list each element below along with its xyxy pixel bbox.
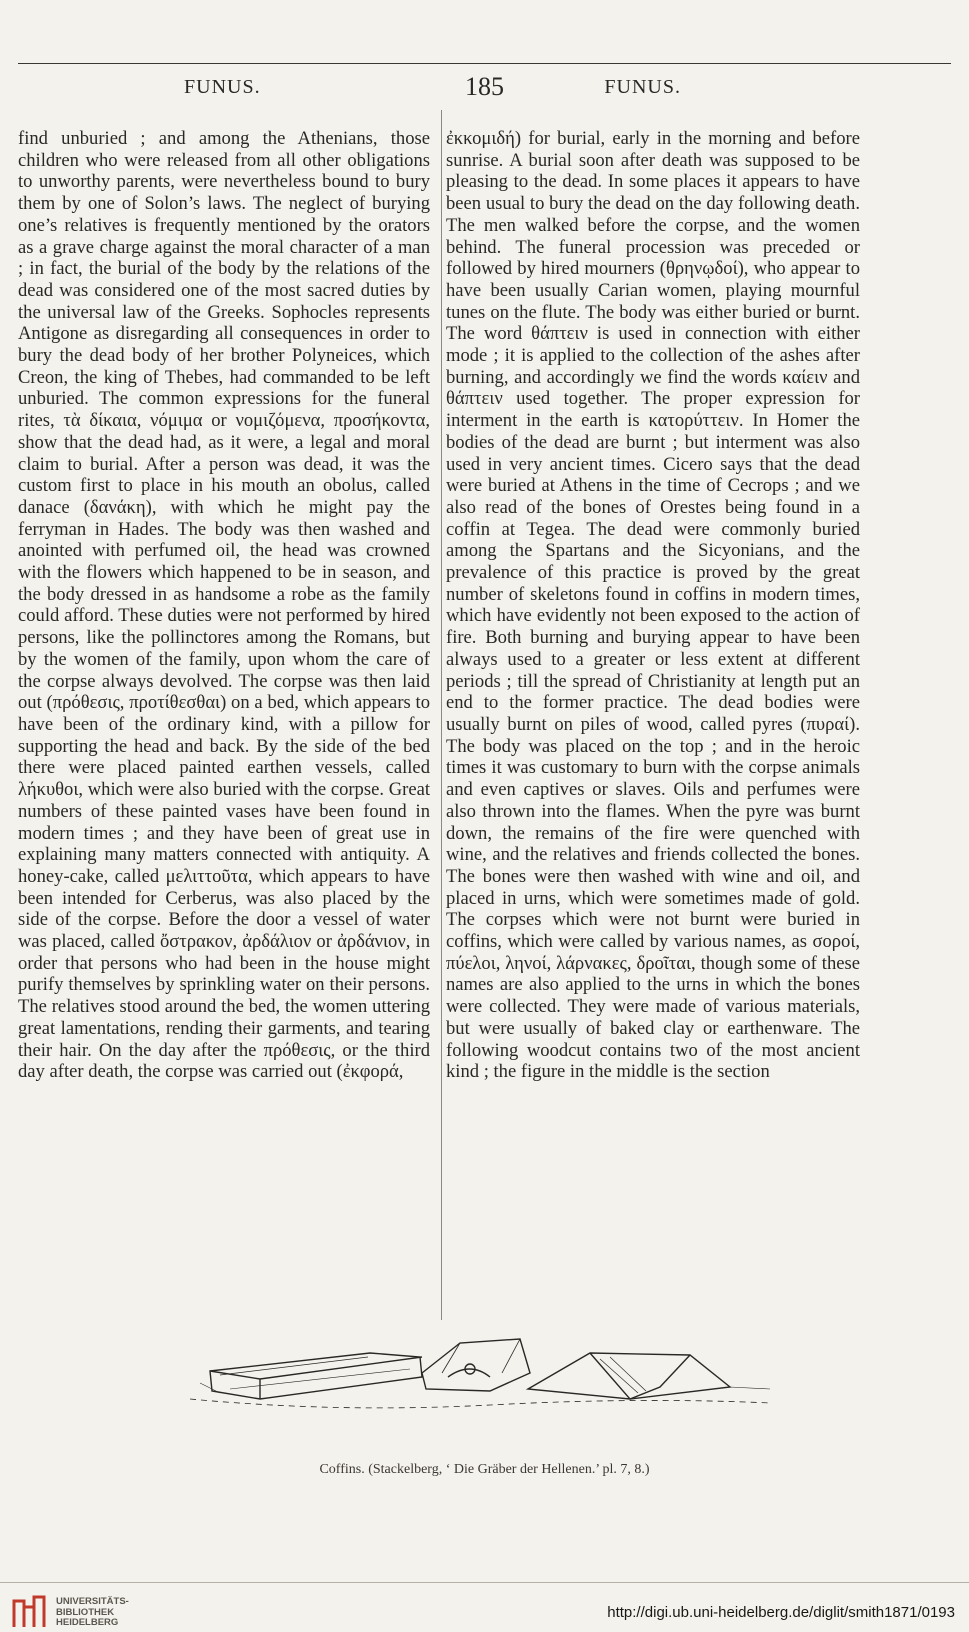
library-name-line: HEIDELBERG bbox=[56, 1617, 119, 1628]
left-column bbox=[18, 128, 430, 1083]
figure-caption: Coffins. (Stackelberg, ‘ Die Gräber der Hellenen.’ pl. 7, 8.) bbox=[319, 1462, 650, 1477]
column-divider bbox=[441, 110, 442, 1320]
running-head-right: FUNUS. bbox=[604, 76, 681, 98]
running-head bbox=[18, 72, 951, 102]
source-url-link[interactable]: http://digi.ub.uni-heidelberg.de/diglit/smith1871/0193 bbox=[607, 1604, 955, 1621]
right-column bbox=[446, 128, 860, 1083]
top-rule bbox=[18, 63, 951, 64]
library-logo-icon bbox=[10, 1593, 48, 1631]
footer bbox=[0, 1582, 969, 1632]
library-name-line: UNIVERSITÄTS- bbox=[56, 1596, 129, 1607]
left-column-text: find unburied ; and among the Athenians, those children who were released from all other obligations to unworthy parents, were nevertheless bound to bury them by one of Solon’s laws. The neglect of burying one’s relatives is frequently mentioned by the orators as a grave charge against the moral character of a man ; in fact, the burial of the body by the relations of the dead was considered one of the most sacred duties by the universal law of the Greeks. Sophocles represents Antigone as disregarding all consequences in order to bury the dead body of her brother Polyneices, which Creon, the king of Thebes, had commanded to be left unburied. The common expressions for the funeral rites, τὰ δίκαια, νόμιμα or νομιζόμενα, προσήκοντα, show that the dead had, as it were, a legal and moral claim to burial. After a person was dead, it was the custom first to place in his mouth an obolus, called danace (δανάκη), with which he might pay the ferryman in Hades. The body was then washed and anointed with perfumed oil, the head was crowned with the flowers which happened to be in season, and the body dressed in as handsome a robe as the family could afford. These duties were not performed by hired persons, like the pollinctores among the Romans, but by the women of the family, upon whom the care of the corpse always devolved. The corpse was then laid out (πρόθεσις, προτίθεσθαι) on a bed, which appears to have been of the ordinary kind, with a pillow for supporting the head and back. By the side of the bed there were placed painted earthen vessels, called λήκυθοι, which were also buried with the corpse. Great numbers of these painted vases have been found in modern times ; and they have been of great use in explaining many matters connected with antiquity. A honey-cake, called μελιττοῦτα, which appears to have been intended for Cerberus, was also placed by the side of the corpse. Before the door a vessel of water was placed, called ὄστρακον, ἀρδάλιον or ἀρδάνιον, in order that persons who had been in the house might purify themselves by sprinkling water on their persons. The relatives stood around the bed, the women uttering great lamentations, rending their garments, and tearing their hair. On the day after the πρόθεσις, or the third day after death, the corpse was carried out (ἐκφορά, bbox=[18, 128, 430, 1083]
right-column-text: ἐκκομιδή) for burial, early in the morning and before sunrise. A burial soon after death was supposed to be pleasing to the dead. In some places it appears to have been usual to bury the dead on the day following death. The men walked before the corpse, and the women behind. The funeral procession was preceded or followed by hired mourners (θρηνῳδοί), who appear to have been usually Carian women, playing mournful tunes on the flute. The body was either buried or burnt. The word θάπτειν is used in connection with either mode ; it is applied to the collection of the ashes after burning, and accordingly we find the words καίειν and θάπτειν used together. The proper expression for interment in the earth is κατορύττειν. In Homer the bodies of the dead are burnt ; but interment was also used in very ancient times. Cicero says that the dead were buried at Athens in the time of Cecrops ; and we also read of the bones of Orestes being found in a coffin at Tegea. The dead were commonly buried among the Spartans and the Sicyonians, and the prevalence of this practice is proved by the great number of skeletons found in coffins in modern times, which have evidently not been exposed to the action of fire. Both burning and burying appear to have been always used to a greater or less extent at different periods ; till the spread of Christianity at length put an end to the former practice. The dead bodies were usually burnt on piles of wood, called pyres (πυραί). The body was placed on the top ; and in the heroic times it was customary to burn with the corpse animals and even captives or slaves. Oils and perfumes were also thrown into the flames. When the pyre was burnt down, the remains of the fire were quenched with wine, and the relatives and friends collected the bones. The bones were then washed with wine and oil, and placed in urns, which were sometimes made of gold. The corpses which were not burnt were buried in coffins, which were called by various names, as σοροί, πύελοι, ληνοί, λάρνακες, δροῖται, though some of these names are also applied to the urns in which the bones were collected. They were made of various materials, but were usually of baked clay or earthenware. The following woodcut contains two of the most ancient kind ; the figure in the middle is the section bbox=[446, 128, 860, 1083]
library-name bbox=[56, 1597, 129, 1629]
library-name-line: BIBLIOTHEK bbox=[56, 1606, 115, 1618]
coffins-woodcut-icon bbox=[190, 1333, 780, 1415]
page-number: 185 bbox=[465, 72, 504, 101]
running-head-left: FUNUS. bbox=[184, 76, 261, 98]
